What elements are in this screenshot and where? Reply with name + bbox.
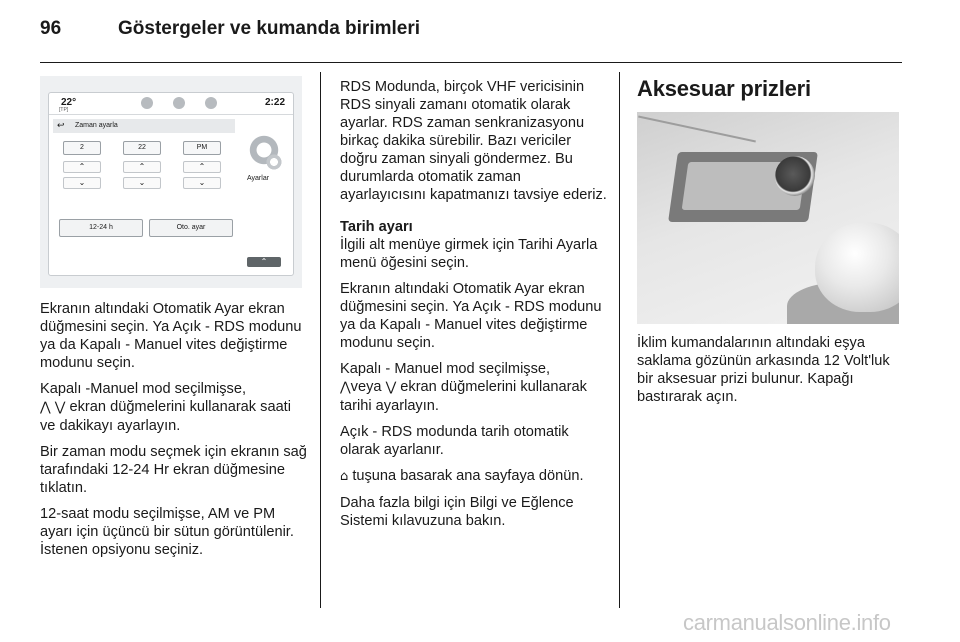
collapse-icon: ⌃ bbox=[247, 257, 281, 267]
time-settings-screen-illustration bbox=[40, 76, 302, 288]
paragraph: Daha fazla bilgi için Bilgi ve Eğlence Sistemi kılavuzuna bakın. bbox=[340, 495, 574, 529]
settings-label: Ayarlar bbox=[247, 175, 270, 182]
column-divider-1 bbox=[320, 72, 321, 608]
settings-small-gear-icon bbox=[265, 153, 283, 171]
paragraph: İlgili alt menüye girmek için Tarihi Ayarla menü öğesini seçin. bbox=[340, 237, 598, 271]
ampm-down-icon: ⌄ bbox=[183, 177, 221, 189]
accessory-socket-photo bbox=[637, 112, 899, 324]
paragraph: Açık - RDS modunda tarih otomatik olarak ayarlanır. bbox=[340, 424, 569, 458]
paragraph: 12-saat modu seçilmişse, AM ve PM ayarı için üçüncü bir sütun görüntülenir. İstenen opsiyonu seçiniz. bbox=[40, 506, 294, 558]
paragraph: Bir zaman modu seçmek için ekranın sağ tarafındaki 12-24 Hr ekran düğmesine tıklatın. bbox=[40, 444, 307, 496]
clock-readout: 2:22 bbox=[264, 97, 285, 108]
paragraph bbox=[340, 467, 608, 486]
home-icon: ⌂ bbox=[340, 469, 349, 484]
up-arrow-icon: ⋀ bbox=[340, 380, 351, 395]
back-icon: ↩ bbox=[57, 120, 65, 130]
page-header bbox=[40, 18, 420, 48]
menu-title: Zaman ayarla bbox=[75, 122, 118, 129]
column-divider-2 bbox=[619, 72, 620, 608]
text-line: Kapalı -Manuel mod seçilmişse, bbox=[40, 381, 247, 397]
paragraph: Ekranın altındaki Otomatik Ayar ekran düğmesini seçin. Ya Açık - RDS modunu ya da Kapalı - Manuel vites değiştirme modunu seçin. bbox=[40, 301, 302, 371]
paragraph: RDS Modunda, birçok VHF vericisinin RDS sinyali zamanı otomatik olarak ayarlar. RDS zaman senkranizasyonu birkaç dakika sürebilir. Bazı vericiler doğru zaman sinyali göndermez. Bu durumlarda otomatik zaman ayarlayıcısını kapatmanızı tavsiye ederiz. bbox=[340, 79, 607, 203]
column-3-text bbox=[637, 334, 907, 414]
gear-knob bbox=[815, 222, 899, 312]
text-line: Kapalı - Manuel mod seçilmişse, bbox=[340, 361, 551, 377]
info-icon bbox=[205, 97, 217, 109]
power-socket-icon bbox=[775, 156, 815, 196]
menu-title-bar bbox=[53, 119, 235, 133]
text-line: veya bbox=[350, 379, 386, 395]
tp-indicator: [TP] bbox=[59, 107, 69, 113]
minute-down-icon: ⌄ bbox=[123, 177, 161, 189]
section-title: Aksesuar prizleri bbox=[637, 76, 811, 101]
paragraph bbox=[340, 360, 608, 415]
up-down-arrows-icon: ⋀ ⋁ bbox=[40, 400, 66, 415]
display-screen bbox=[48, 92, 294, 276]
watermark: carmanualsonline.info bbox=[683, 610, 891, 635]
text-line: ekran düğmelerini kullanarak saati ve dakikayı ayarlayın. bbox=[40, 399, 291, 434]
temperature-readout: 22° bbox=[61, 97, 77, 108]
text-line: ekran düğmelerini kullanarak tarihi ayarlayın. bbox=[340, 379, 587, 414]
audio-icon bbox=[141, 97, 153, 109]
status-bar bbox=[49, 93, 293, 115]
auto-set-button: Oto. ayar bbox=[149, 219, 233, 237]
hour-up-icon: ⌃ bbox=[63, 161, 101, 173]
header-divider bbox=[40, 62, 902, 63]
paragraph: İklim kumandalarının altındaki eşya saklama gözünün arkasında 12 Volt'luk bir aksesuar prizi bulunur. Kapağı bastırarak açın. bbox=[637, 335, 890, 405]
chapter-title: Göstergeler ve kumanda birimleri bbox=[118, 18, 421, 39]
down-arrow-icon: ⋁ bbox=[385, 380, 397, 395]
ampm-up-icon: ⌃ bbox=[183, 161, 221, 173]
text-line: tuşuna basarak ana sayfaya dönün. bbox=[348, 468, 584, 484]
paragraph bbox=[40, 380, 308, 435]
hour-field: 2 bbox=[63, 141, 101, 155]
paragraph: Ekranın altındaki Otomatik Ayar ekran düğmesini seçin. Ya Açık - RDS modunu ya da Kapalı - Manuel vites değiştirme modunu seçin. bbox=[340, 281, 602, 351]
subheading: Tarih ayarı bbox=[340, 219, 413, 235]
hour-down-icon: ⌄ bbox=[63, 177, 101, 189]
minute-up-icon: ⌃ bbox=[123, 161, 161, 173]
phone-icon bbox=[173, 97, 185, 109]
ampm-field: PM bbox=[183, 141, 221, 155]
format-12-24-button: 12-24 h bbox=[59, 219, 143, 237]
column-1-text bbox=[40, 300, 308, 567]
page-number: 96 bbox=[40, 18, 62, 39]
minute-field: 22 bbox=[123, 141, 161, 155]
column-2-text bbox=[340, 78, 608, 538]
